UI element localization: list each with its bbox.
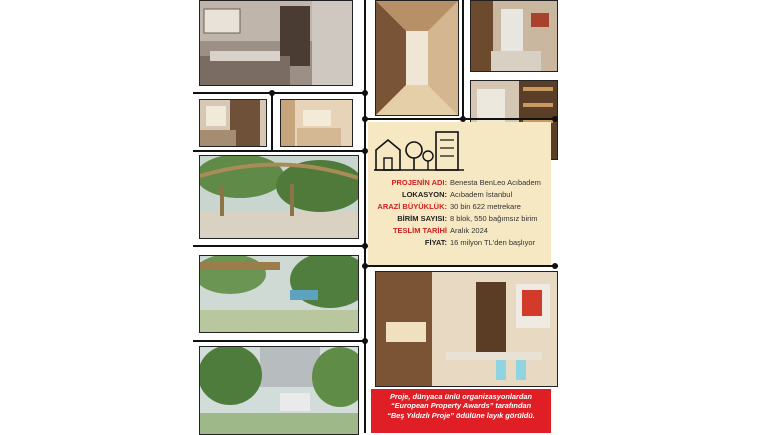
info-row-price	[368, 237, 551, 248]
divider-vertical-center	[364, 0, 366, 433]
unit-count-label: BİRİM SAYISI:	[397, 214, 447, 223]
buildings-house-icon	[374, 126, 464, 172]
price-value: 16 milyon TL'den başlıyor	[450, 238, 536, 247]
hallway-photo	[375, 0, 459, 116]
divider-h-mid-left	[193, 150, 364, 152]
divider-v-right	[462, 0, 464, 120]
connector-dot	[552, 116, 558, 122]
park-photo	[199, 255, 359, 333]
connector-dot	[362, 116, 368, 122]
project-name-value: Benesta BenLeo Acıbadem	[450, 178, 541, 187]
bedroom-photo	[199, 0, 353, 86]
award-line-1: Proje, dünyaca ünlü organizasyonlardan	[389, 392, 533, 401]
bathroom-photo	[199, 99, 267, 147]
info-row-project-name	[368, 177, 551, 188]
project-info-box	[368, 122, 551, 267]
project-name-label: PROJENİN ADI:	[391, 178, 447, 187]
garden-pergola-photo	[199, 155, 359, 239]
divider-h-park-left	[193, 245, 364, 247]
info-row-land-size	[368, 201, 551, 212]
connector-dot	[269, 90, 275, 96]
info-row-delivery-date	[368, 225, 551, 236]
land-size-value: 30 bin 622 metrekare	[450, 202, 521, 211]
location-label: LOKASYON:	[402, 190, 447, 199]
connector-dot	[362, 263, 368, 269]
award-banner	[371, 389, 551, 433]
connector-dot	[362, 148, 368, 154]
connector-dot	[552, 263, 558, 269]
divider-h-mid-right	[366, 265, 558, 267]
unit-count-value: 8 blok, 550 bağımsız birim	[450, 214, 538, 223]
land-size-label: ARAZİ BÜYÜKLÜK:	[377, 202, 447, 211]
delivery-date-label: TESLİM TARİHİ	[392, 226, 447, 235]
award-line-3: “Beş Yıldızlı Proje” ödülüne layık görüldü.	[387, 410, 535, 420]
kitchen-photo	[375, 271, 558, 387]
connector-dot	[460, 116, 466, 122]
connector-dot	[362, 90, 368, 96]
price-label: FİYAT:	[424, 238, 447, 247]
divider-h-top-left	[193, 92, 364, 94]
location-value: Acıbadem İstanbul	[450, 190, 513, 199]
info-row-unit-count	[368, 213, 551, 224]
divider-h-bottom-left	[193, 340, 364, 342]
delivery-date-value: Aralık 2024	[450, 226, 488, 235]
award-line-2: “European Property Awards” tarafından	[390, 401, 532, 411]
connector-dot	[362, 243, 368, 249]
divider-v-small	[271, 94, 273, 150]
connector-dot	[362, 338, 368, 344]
playground-photo	[199, 346, 359, 435]
bedroom-interior-photo	[280, 99, 353, 147]
living-room-photo	[470, 0, 558, 72]
info-row-location	[368, 189, 551, 200]
magazine-page	[193, 0, 558, 433]
